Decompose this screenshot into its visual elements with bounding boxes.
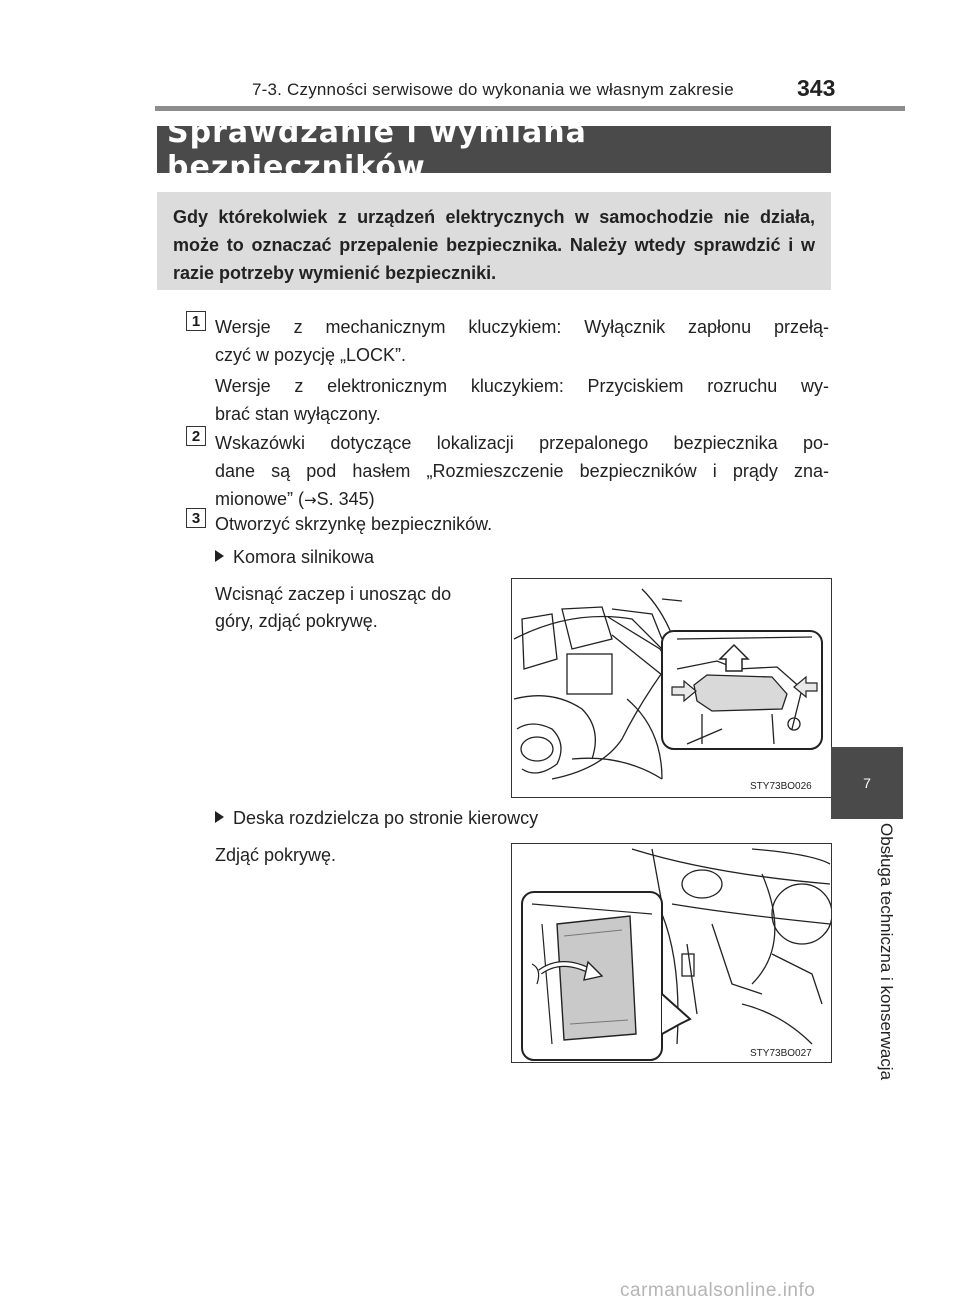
step-badge-3: 3 (186, 508, 206, 528)
figure-engine-compartment (511, 578, 832, 798)
bullet-triangle-icon (215, 550, 224, 562)
step-2-line-1: Wskazówki dotyczące lokalizacji przepalonego bezpiecznika po- (215, 433, 829, 453)
step-badge-1: 1 (186, 311, 206, 331)
section-title-bar (157, 114, 831, 185)
step-2-line-2: dane są pod hasłem „Rozmieszczenie bezpieczników i prądy zna- (215, 461, 829, 481)
sub1-line-1: Wcisnąć zaczep i unosząc do (215, 584, 452, 604)
running-header: 7-3. Czynności serwisowe do wykonania we własnym zakresie (252, 80, 734, 99)
step-1-line-1: Wersje z mechanicznym kluczykiem: Wyłącznik zapłonu przełą- (215, 317, 829, 337)
bullet-triangle-icon (215, 811, 224, 823)
chapter-tab: 7 (831, 747, 903, 819)
intro-box: Gdy którekolwiek z urządzeń elektrycznych w samochodzie nie działa, może to oznaczać przepalenie bezpiecznika. Należy wtedy sprawdzić i w razie potrzeby wymienić bezpieczniki. (157, 192, 831, 290)
page-number: 343 (797, 75, 836, 101)
sub2-text: Zdjąć pokrywę. (215, 845, 337, 865)
figure-driver-dashboard (511, 843, 832, 1063)
step-2-line-3: mionowe” (→S. 345) (215, 489, 375, 509)
watermark: carmanualsonline.info (620, 1280, 816, 1301)
arrow-right-icon: → (304, 491, 317, 509)
section-title: Sprawdzanie i wymiana bezpieczników (167, 114, 587, 185)
figure-code-2: STY73BO027 (750, 1048, 812, 1059)
sub-heading-engine: Komora silnikowa (215, 543, 374, 571)
step-1-line-4: brać stan wyłączony. (215, 404, 381, 424)
step-1-line-3: Wersje z elektronicznym kluczykiem: Przyciskiem rozruchu wy- (215, 376, 829, 396)
sub1-line-2: góry, zdjąć pokrywę. (215, 611, 378, 631)
chapter-label: Obsługa techniczna i konserwacja (877, 823, 896, 1081)
sub-heading-dashboard: Deska rozdzielcza po stronie kierowcy (215, 804, 538, 832)
page-reference-link[interactable]: S. 345) (316, 489, 375, 509)
step-badge-2: 2 (186, 426, 206, 446)
step-3-text: Otworzyć skrzynkę bezpieczników. (215, 514, 493, 534)
step-1-line-2: czyć w pozycję „LOCK”. (215, 345, 407, 365)
figure-code-1: STY73BO026 (750, 781, 812, 792)
header-rule (155, 106, 905, 111)
